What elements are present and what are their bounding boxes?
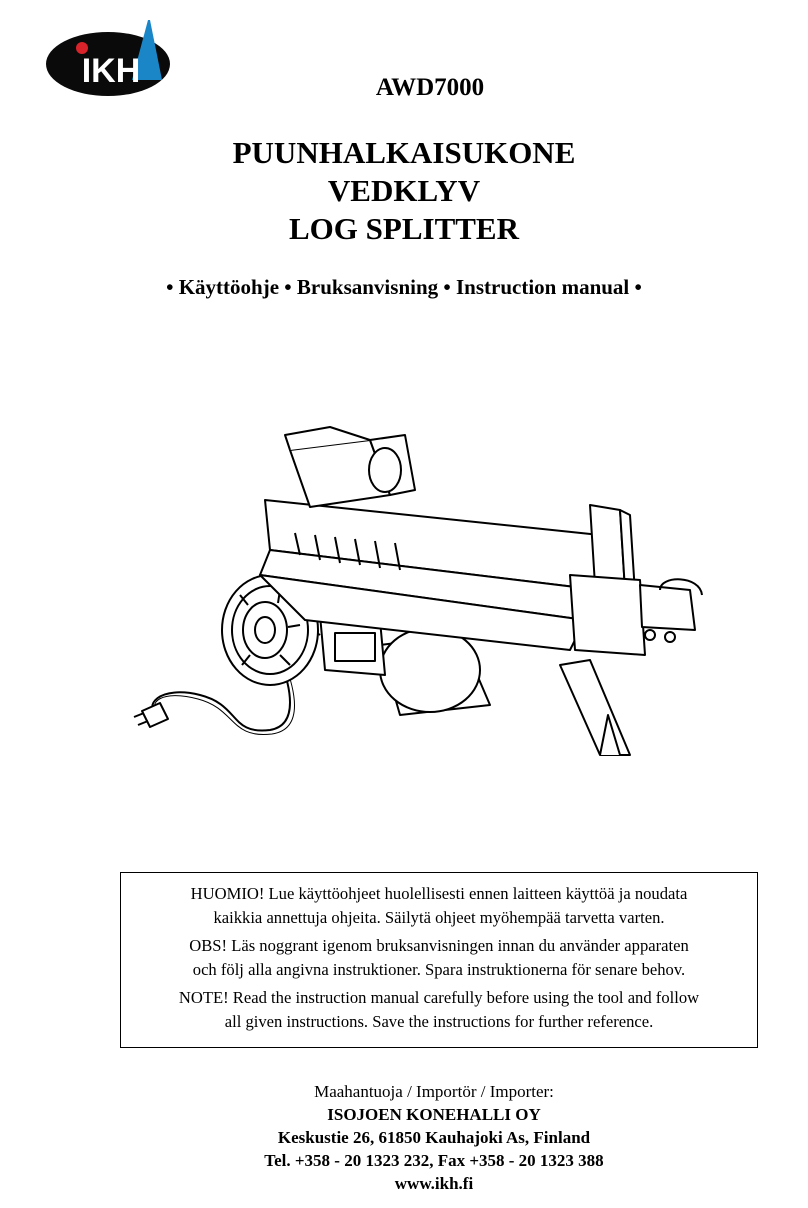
notice-swedish-line2: och följ alla angivna instruktioner. Spara instruktionerna för senare behov. (192, 960, 686, 979)
title-block (0, 134, 808, 248)
title-finnish: PUUNHALKAISUKONE (232, 135, 576, 170)
logo-text: IKH (81, 52, 141, 90)
manual-subtitle: • Käyttöohje • Bruksanvisning • Instruction manual • (166, 275, 642, 299)
importer-company: ISOJOEN KONEHALLI OY (327, 1105, 541, 1124)
importer-block (0, 1080, 808, 1195)
notice-finnish-line2: kaikkia annettuja ohjeita. Säilytä ohjeet myöhempää tarvetta varten. (213, 908, 665, 927)
importer-address: Keskustie 26, 61850 Kauhajoki As, Finland (277, 1128, 591, 1147)
safety-notice-box (120, 872, 758, 1048)
notice-swedish (127, 934, 751, 982)
ikh-logo (44, 18, 176, 98)
title-swedish: VEDKLYV (327, 173, 481, 208)
notice-finnish-line1: HUOMIO! Lue käyttöohjeet huolellisesti ennen laitteen käyttöä ja noudata (190, 884, 688, 903)
notice-english-line1: NOTE! Read the instruction manual carefully before using the tool and follow (178, 988, 700, 1007)
title-english: LOG SPLITTER (289, 211, 519, 246)
log-splitter-illustration (130, 415, 710, 785)
notice-english (127, 986, 751, 1034)
notice-english-line2: all given instructions. Save the instructions for further reference. (224, 1012, 654, 1031)
importer-phone: Tel. +358 - 20 1323 232, Fax +358 - 20 1323 388 (264, 1151, 604, 1170)
notice-finnish (127, 882, 751, 930)
importer-label: Maahantuoja / Importör / Importer: (314, 1082, 554, 1101)
notice-swedish-line1: OBS! Läs noggrant igenom bruksanvisningen innan du använder apparaten (189, 936, 689, 955)
model-number: AWD7000 (375, 74, 485, 101)
importer-website[interactable]: www.ikh.fi (394, 1174, 474, 1193)
